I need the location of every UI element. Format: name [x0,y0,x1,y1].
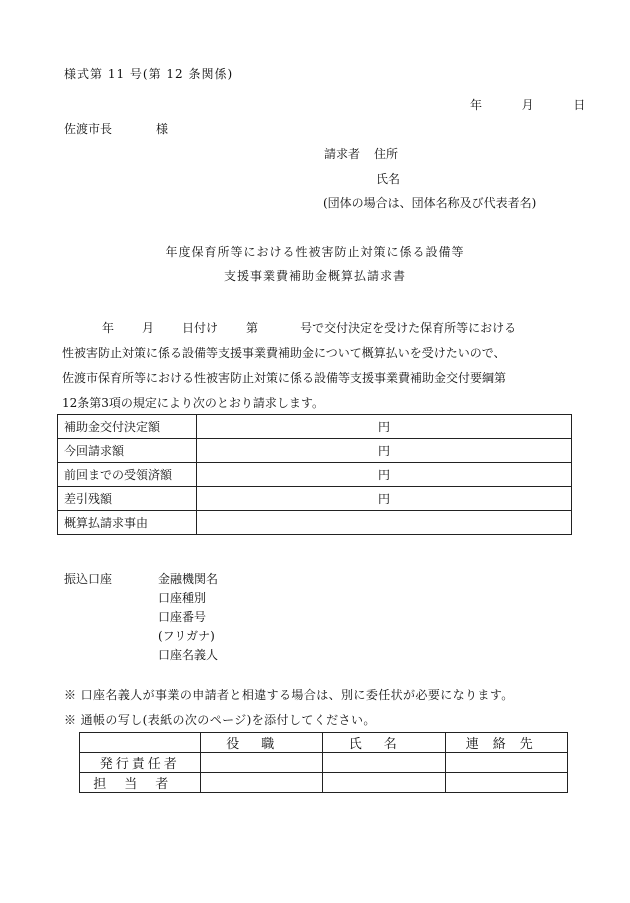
date-month: 月 [521,98,534,112]
bank-field-list [158,570,218,665]
staff-table [79,732,568,793]
row-label: 担当者 [80,773,201,793]
requester-address-line [324,145,398,162]
bank-field: 口座名義人 [158,648,219,662]
body-line-3: 佐渡市保育所等における性被害防止対策に係る設備等支援事業費補助金交付要綱第 [62,371,507,385]
cell-input[interactable] [445,753,568,773]
table-row [80,773,568,793]
cell-input[interactable] [445,773,568,793]
cell-input[interactable] [200,773,323,793]
header-cell [80,733,201,753]
reason-field[interactable] [197,511,572,535]
body-year: 年 [102,321,115,335]
note-item: ※ 口座名義人が事業の申請者と相違する場合は、別に委任状が必要になります。 [64,688,514,702]
row-label: 差引残額 [58,487,197,511]
cell-input[interactable] [323,753,446,773]
header-cell: 連絡先 [445,733,568,753]
row-label: 今回請求額 [58,439,197,463]
amount-field[interactable]: 円 [197,487,572,511]
amount-field[interactable]: 円 [197,415,572,439]
table-row [58,439,572,463]
addressee-honorific: 様 [156,122,169,136]
table-row [58,463,572,487]
bank-account-label: 振込口座 [64,572,113,586]
note-item: ※ 通帳の写し(表紙の次のページ)を添付してください。 [64,713,376,727]
requester-name-label: 氏名 [376,172,401,186]
table-row [58,511,572,535]
amount-field[interactable]: 円 [197,463,572,487]
body-line-1 [62,316,572,341]
address-label: 住所 [374,147,399,161]
date-day: 日 [573,98,586,112]
requester-label: 請求者 [324,147,361,161]
bank-field: 口座種別 [158,591,207,605]
amount-table [57,414,572,535]
staff-header-row [80,733,568,753]
cell-input[interactable] [323,773,446,793]
row-label: 概算払請求事由 [58,511,197,535]
document-title-line2: 支援事業費補助金概算払請求書 [223,269,406,283]
addressee [64,120,168,137]
body-line-2: 性被害防止対策に係る設備等支援事業費補助金について概算払いを受けたいので、 [62,346,506,360]
body-line-4: 12条第3項の規定により次のとおり請求します。 [62,396,324,410]
table-row [80,753,568,773]
bank-field: 口座番号 [158,610,207,624]
table-row [58,415,572,439]
document-title-line1: 年度保育所等における性被害防止対策に係る設備等 [165,245,465,259]
date-year: 年 [470,98,483,112]
date-line [470,96,585,113]
row-label: 補助金交付決定額 [58,415,197,439]
bank-field: (フリガナ) [158,629,215,643]
body-line1-rest: 号で交付決定を受けた保育所等における [300,321,517,335]
bank-field: 金融機関名 [158,572,219,586]
row-label: 発行責任者 [80,753,201,773]
row-label: 前回までの受領済額 [58,463,197,487]
addressee-name: 佐渡市長 [64,122,113,136]
body-paragraph [62,316,572,416]
header-cell: 役職 [200,733,323,753]
body-month: 月 [142,321,155,335]
cell-input[interactable] [200,753,323,773]
amount-field[interactable]: 円 [197,439,572,463]
body-date-suffix: 日付け [182,321,219,335]
header-cell: 氏名 [323,733,446,753]
form-number: 様式第 11 号(第 12 条関係) [64,67,234,81]
table-row [58,487,572,511]
requester-group-note: (団体の場合は、団体名称及び代表者名) [323,196,537,210]
body-number-prefix: 第 [246,321,259,335]
